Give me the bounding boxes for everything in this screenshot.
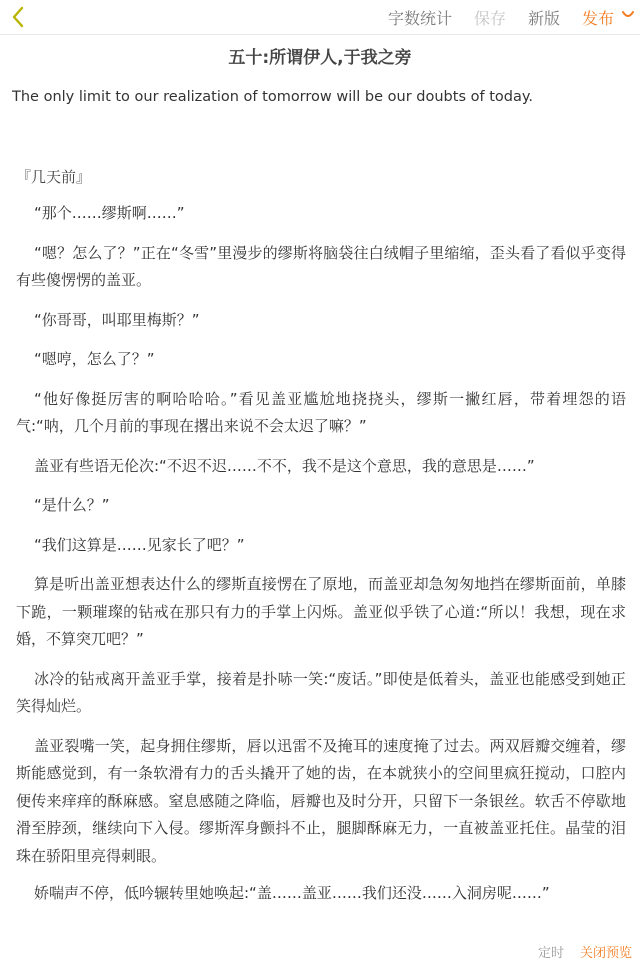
bottom-bar [0, 934, 640, 966]
paragraph: “嗯？怎么了？”正在“冬雪”里漫步的缪斯将脑袋往白绒帽子里缩缩，歪头看了看似乎变得有些傻愣愣的盖亚。 [16, 243, 626, 289]
paragraph: “嗯哼，怎么了？” [34, 350, 155, 368]
paragraph: “他好像挺厉害的啊哈哈哈。”看见盖亚尴尬地挠挠头，缪斯一撇红唇，带着埋怨的语气:“呐，几个月前的事现在撂出来说不会太迟了嘛？” [16, 389, 626, 435]
paragraph: 算是听出盖亚想表达什么的缪斯直接愣在了原地，而盖亚却急匆匆地挡在缪斯面前，单膝下跪，一颗璀璨的钻戒在那只有力的手掌上闪烁。盖亚似乎铁了心道:“所以！我想，现在求婚，不算突兀吧？” [16, 575, 626, 648]
paragraph: “我们这算是……见家长了吧？” [34, 535, 245, 554]
paragraph: “是什么？” [34, 496, 110, 514]
chevron-left-icon [11, 6, 25, 28]
version-button[interactable]: 新版 [527, 8, 560, 28]
paragraph: 冰冷的钻戒离开盖亚手掌，接着是扑哧一笑:“废话。”即使是低着头，盖亚也能感受到她正笑得灿烂。 [16, 669, 626, 715]
top-toolbar [0, 0, 640, 35]
paragraph: 盖亚有些语无伦次:“不迟不迟……不不，我不是这个意思，我的意思是……” [34, 456, 535, 475]
smile-icon [620, 6, 636, 22]
paragraph: “你哥哥，叫耶里梅斯？” [34, 310, 200, 329]
back-button[interactable] [6, 5, 30, 29]
paragraph: “那个……缪斯啊……” [34, 204, 185, 222]
timer-button[interactable]: 定时 [537, 946, 564, 961]
epigraph-quote: The only limit to our realization of tomorrow will be our doubts of today. [12, 89, 533, 105]
publish-button[interactable]: 发布 [581, 8, 614, 28]
save-button[interactable]: 保存 [473, 8, 506, 28]
close-preview-button[interactable]: 关闭预览 [579, 946, 632, 961]
paragraph: 娇喘声不停，低吟辗转里她唤起:“盖……盖亚……我们还没……入洞房呢……” [34, 884, 550, 902]
paragraph: 盖亚裂嘴一笑，起身拥住缪斯，唇以迅雷不及掩耳的速度掩了过去。两双唇瓣交缠着，缪斯能感觉到，有一条软滑有力的舌头撬开了她的齿，在本就狭小的空间里疯狂搅动，口腔内便传来痒痒的酥麻感。窒息感随之降临，唇瓣也及时分开，只留下一条银丝。软舌不停歇地滑至脖颈，继续向下入侵。缪斯浑身颤抖不止，腿脚酥麻无力，一直被盖亚托住。晶莹的泪珠在骄阳里亮得刺眼。 [16, 736, 626, 865]
footer-actions [522, 942, 632, 961]
toolbar-actions [388, 0, 640, 34]
article-content [0, 34, 640, 934]
section-marker: 『几天前』 [16, 168, 92, 186]
chapter-title: 五十:所谓伊人,于我之旁 [228, 48, 412, 68]
word-count-button[interactable]: 字数统计 [387, 8, 452, 28]
